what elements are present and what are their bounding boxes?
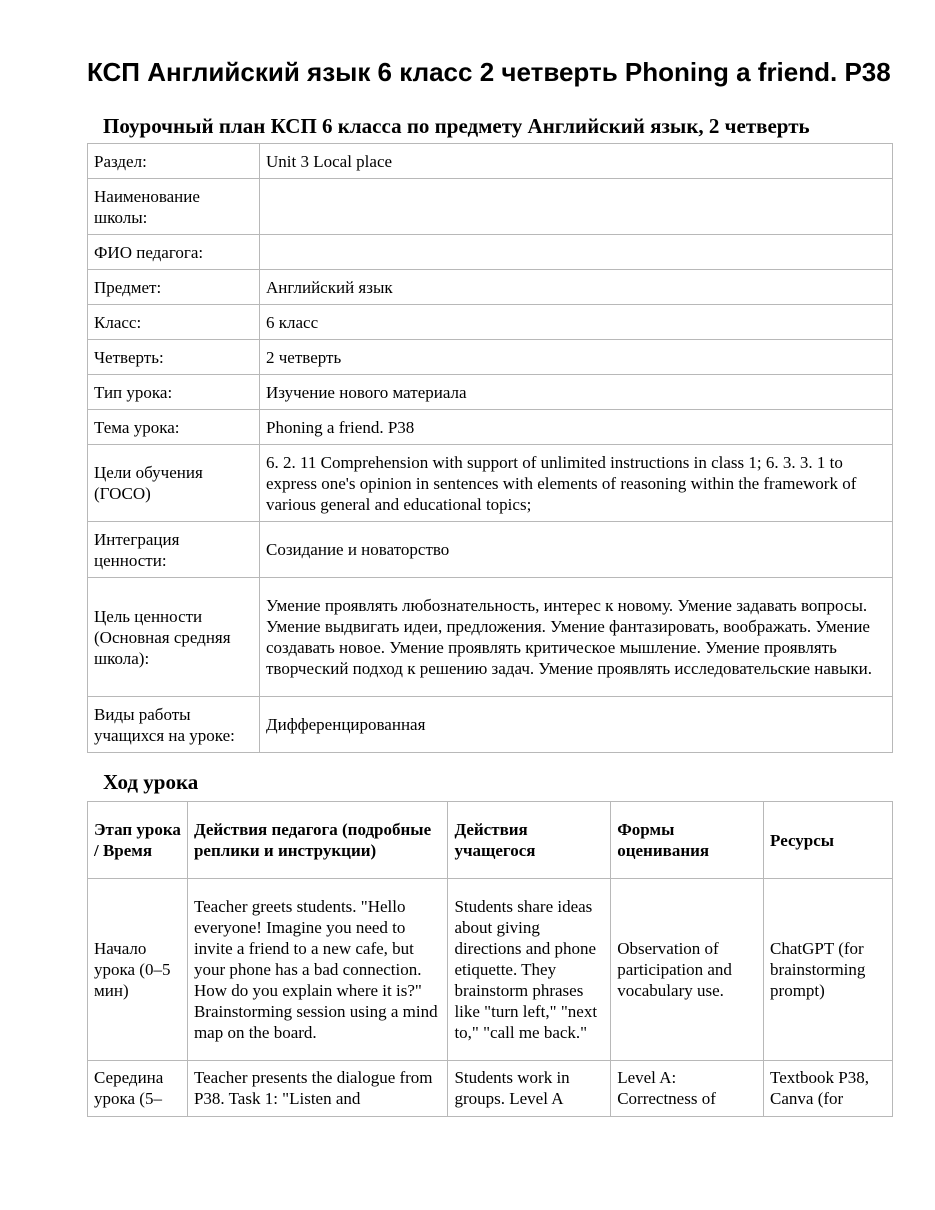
table-row [88,879,893,1061]
table-row [88,578,893,697]
row-label: Цели обучения (ГОСО) [88,445,260,522]
table-row [88,179,893,235]
row-label: Предмет: [88,270,260,305]
row-label: Тема урока: [88,410,260,445]
table-cell: ChatGPT (for brainstorming prompt) [764,879,893,1061]
table-cell: Начало урока (0–5 мин) [88,879,188,1061]
table-row [88,144,893,179]
table-cell: Середина урока (5– [88,1061,188,1117]
table-cell: Students work in groups. Level A [448,1061,611,1117]
row-label: Наименование школы: [88,179,260,235]
flow-heading: Ход урока [103,770,199,794]
table-cell: Students share ideas about giving directions and phone etiquette. They brainstorm phrases like "turn left," "next to," "call me back." [448,879,611,1061]
document-page [87,56,893,1117]
row-value: Дифференцированная [260,697,893,753]
table-cell: Teacher presents the dialogue from P38. Task 1: "Listen and [187,1061,448,1117]
table-cell: Teacher greets students. "Hello everyone! Imagine you need to invite a friend to a new cafe, but your phone has a bad connection. How do you explain where it is?" Brainstorming session using a mind map on the board. [187,879,448,1061]
row-label: Раздел: [88,144,260,179]
column-header: Этап урока / Время [88,802,188,879]
table-row [88,305,893,340]
plan-heading: Поурочный план КСП 6 класса по предмету Английский язык, 2 четверть [103,114,810,138]
row-value: Изучение нового материала [260,375,893,410]
table-row [88,697,893,753]
row-label: Виды работы учащихся на уроке: [88,697,260,753]
row-label: ФИО педагога: [88,235,260,270]
row-value [260,235,893,270]
table-row [88,270,893,305]
row-value: 6 класс [260,305,893,340]
row-value: Английский язык [260,270,893,305]
row-label: Интеграция ценности: [88,522,260,578]
table-cell: Observation of participation and vocabulary use. [611,879,764,1061]
column-header: Ресурсы [764,802,893,879]
table-cell: Textbook P38, Canva (for [764,1061,893,1117]
table-row [88,410,893,445]
row-value: 2 четверть [260,340,893,375]
row-label: Цель ценности (Основная средняя школа): [88,578,260,697]
document-title: КСП Английский язык 6 класс 2 четверть Phoning a friend. P38 [87,57,891,87]
column-header: Формы оценивания [611,802,764,879]
row-value: Phoning a friend. P38 [260,410,893,445]
lesson-flow-table [87,801,893,1117]
row-value [260,179,893,235]
table-row [88,445,893,522]
row-value: Умение проявлять любознательность, интерес к новому. Умение задавать вопросы. Умение выдвигать идеи, предложения. Умение фантазировать, воображать. Умение создавать новое. Умение проявлять критическое мышление. Умение проявлять творческий подход к решению задач. Умение проявлять исследовательские навыки. [260,578,893,697]
table-row [88,235,893,270]
row-value: Unit 3 Local place [260,144,893,179]
row-label: Тип урока: [88,375,260,410]
column-header: Действия педагога (подробные реплики и инструкции) [187,802,448,879]
row-label: Четверть: [88,340,260,375]
row-value: 6. 2. 11 Comprehension with support of unlimited instructions in class 1; 6. 3. 3. 1 to express one's opinion in sentences with elements of reasoning within the framework of various general and educational topics; [260,445,893,522]
row-value: Созидание и новаторство [260,522,893,578]
table-row [88,340,893,375]
column-header: Действия учащегося [448,802,611,879]
table-header-row [88,802,893,879]
table-row [88,1061,893,1117]
table-row [88,522,893,578]
table-row [88,375,893,410]
table-cell: Level A: Correctness of [611,1061,764,1117]
row-label: Класс: [88,305,260,340]
lesson-plan-table [87,143,893,753]
